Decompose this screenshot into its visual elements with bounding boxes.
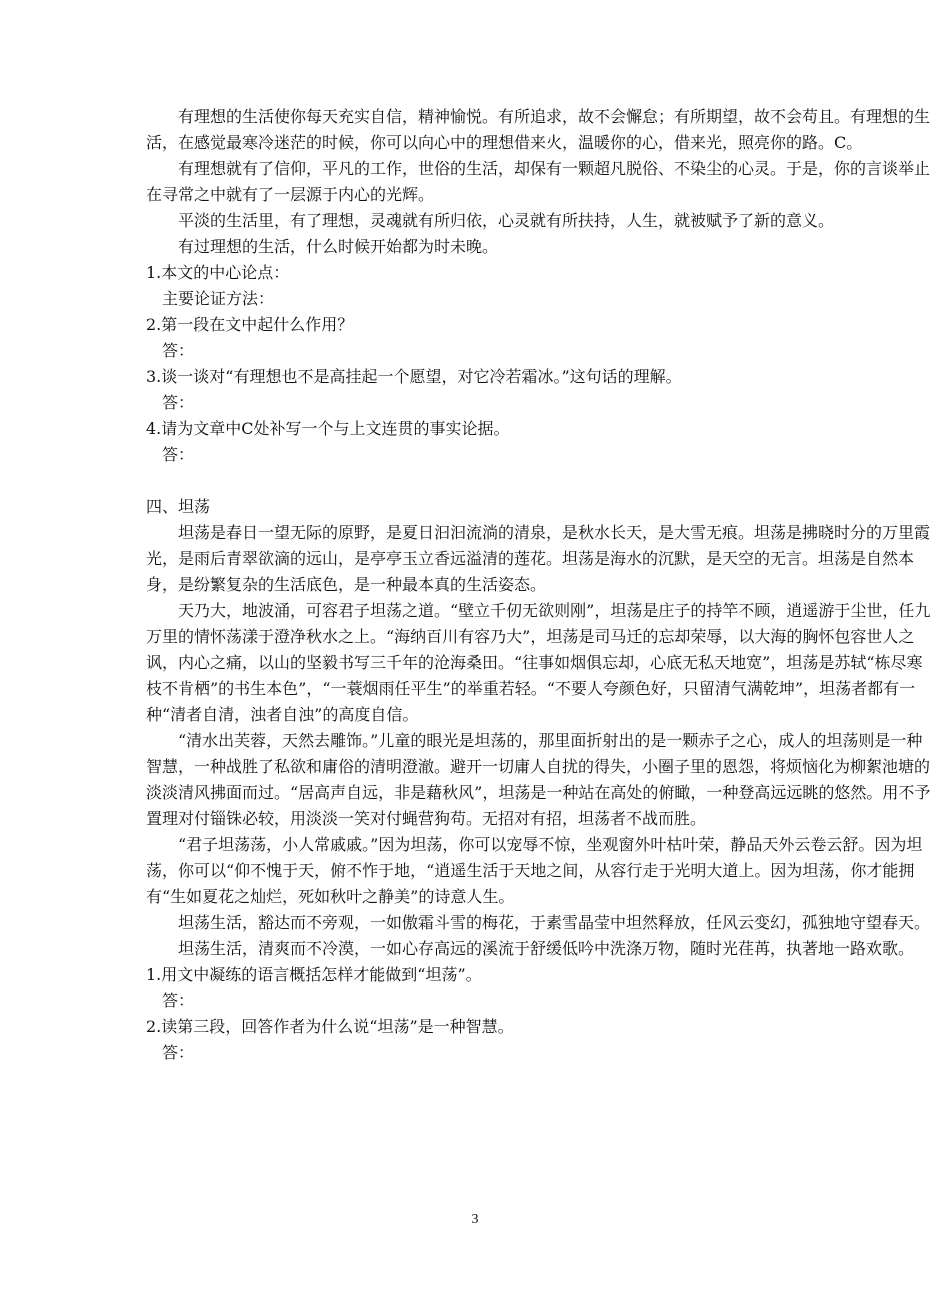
question-sub: 主要论证方法：: [162, 289, 275, 308]
question: 3.谈一谈对“有理想也不是高挂起一个愿望，对它冷若霜冰。”这句话的理解。: [146, 367, 682, 386]
answer-label: 答：: [162, 1043, 195, 1062]
paragraph: 坦荡生活，豁达而不旁观，一如傲霜斗雪的梅花，于素雪晶莹中坦然释放，任风云变幻，孤独地守望春天。: [178, 913, 931, 932]
paragraph: 平淡的生活里，有了理想，灵魂就有所归依，心灵就有所扶持，人生，就被赋予了新的意义。: [178, 211, 835, 230]
question: 1.用文中凝练的语言概括怎样才能做到“坦荡”。: [146, 965, 482, 984]
paragraph: 天乃大，地波涌，可容君子坦荡之道。“壁立千仞无欲则刚”，坦荡是庄子的持竿不顾，逍遥游于尘世，任九万里的情怀荡漾于澄净秋水之上。“海纳百川有容乃大”，坦荡是司马迁的忘却荣辱，以大海的胸怀包容世人之讽，内心之痛，以山的坚毅书写三千年的沧海桑田。“往事如烟俱忘却，心底无私天地宽”，坦荡是苏轼“栋尽寒枝不肯栖”的书生本色”，“一蓑烟雨任平生”的举重若轻。“不要人夸颜色好，只留清气满乾坤”，坦荡者都有一种“清者自清，浊者自浊”的高度自信。: [146, 601, 931, 724]
spacer: [146, 468, 936, 494]
paragraph: 有理想就有了信仰，平凡的工作，世俗的生活，却保有一颗超凡脱俗、不染尘的心灵。于是，你的言谈举止在寻常之中就有了一层源于内心的光辉。: [146, 159, 931, 204]
question: 2.读第三段，回答作者为什么说“坦荡”是一种智慧。: [146, 1017, 514, 1036]
question: 1.本文的中心论点：: [146, 263, 290, 282]
page-number: 3: [471, 1212, 479, 1227]
paragraph: 坦荡是春日一望无际的原野，是夏日汩汩流淌的清泉，是秋水长天，是大雪无痕。坦荡是拂晓时分的万里霞光，是雨后青翠欲滴的远山，是亭亭玉立香远溢清的莲花。坦荡是海水的沉默，是天空的无言。坦荡是自然本身，是纷繁复杂的生活底色，是一种最本真的生活姿态。: [146, 523, 931, 594]
paragraph: 有过理想的生活，什么时候开始都为时未晚。: [178, 237, 499, 256]
question: 2.第一段在文中起什么作用？: [146, 315, 354, 334]
paragraph: “清水出芙蓉，天然去雕饰。”儿童的眼光是坦荡的，那里面折射出的是一颗赤子之心，成人的坦荡则是一种智慧，一种战胜了私欲和庸俗的清明澄澈。避开一切庸人自扰的得失，小圈子里的恩怨，将烦恼化为柳絮池塘的淡淡清风拂面而过。“居高声自远，非是藉秋风”，坦荡是一种站在高处的俯瞰，一种登高远远眺的悠然。用不予置理对付锱铢必较，用淡淡一笑对付蝇营狗苟。无招对有招，坦荡者不战而胜。: [146, 731, 931, 828]
question: 4.请为文章中C处补写一个与上文连贯的事实论据。: [146, 419, 510, 438]
answer-label: 答：: [162, 341, 195, 360]
answer-label: 答：: [162, 445, 195, 464]
section-heading: 四、坦荡: [146, 497, 211, 516]
answer-label: 答：: [162, 991, 195, 1010]
paragraph: “君子坦荡荡，小人常戚戚。”因为坦荡，你可以宠辱不惊，坐观窗外叶枯叶荣，静品天外云卷云舒。因为坦荡，你可以“仰不愧于天，俯不怍于地，“逍遥生活于天地之间，从容行走于光明大道上。因为坦荡，你才能拥有“生如夏花之灿烂，死如秋叶之静美”的诗意人生。: [146, 835, 923, 906]
answer-label: 答：: [162, 393, 195, 412]
page-content: [146, 104, 936, 1066]
paragraph: 有理想的生活使你每天充实自信，精神愉悦。有所追求，故不会懈怠；有所期望，故不会苟且。有理想的生活，在感觉最寒冷迷茫的时候，你可以向心中的理想借来火，温暖你的心，借来光，照亮你的路。C。: [146, 107, 931, 152]
paragraph: 坦荡生活，清爽而不冷漠，一如心存高远的溪流于舒缓低吟中洗涤万物，随时光荏苒，执著地一路欢歌。: [178, 939, 915, 958]
